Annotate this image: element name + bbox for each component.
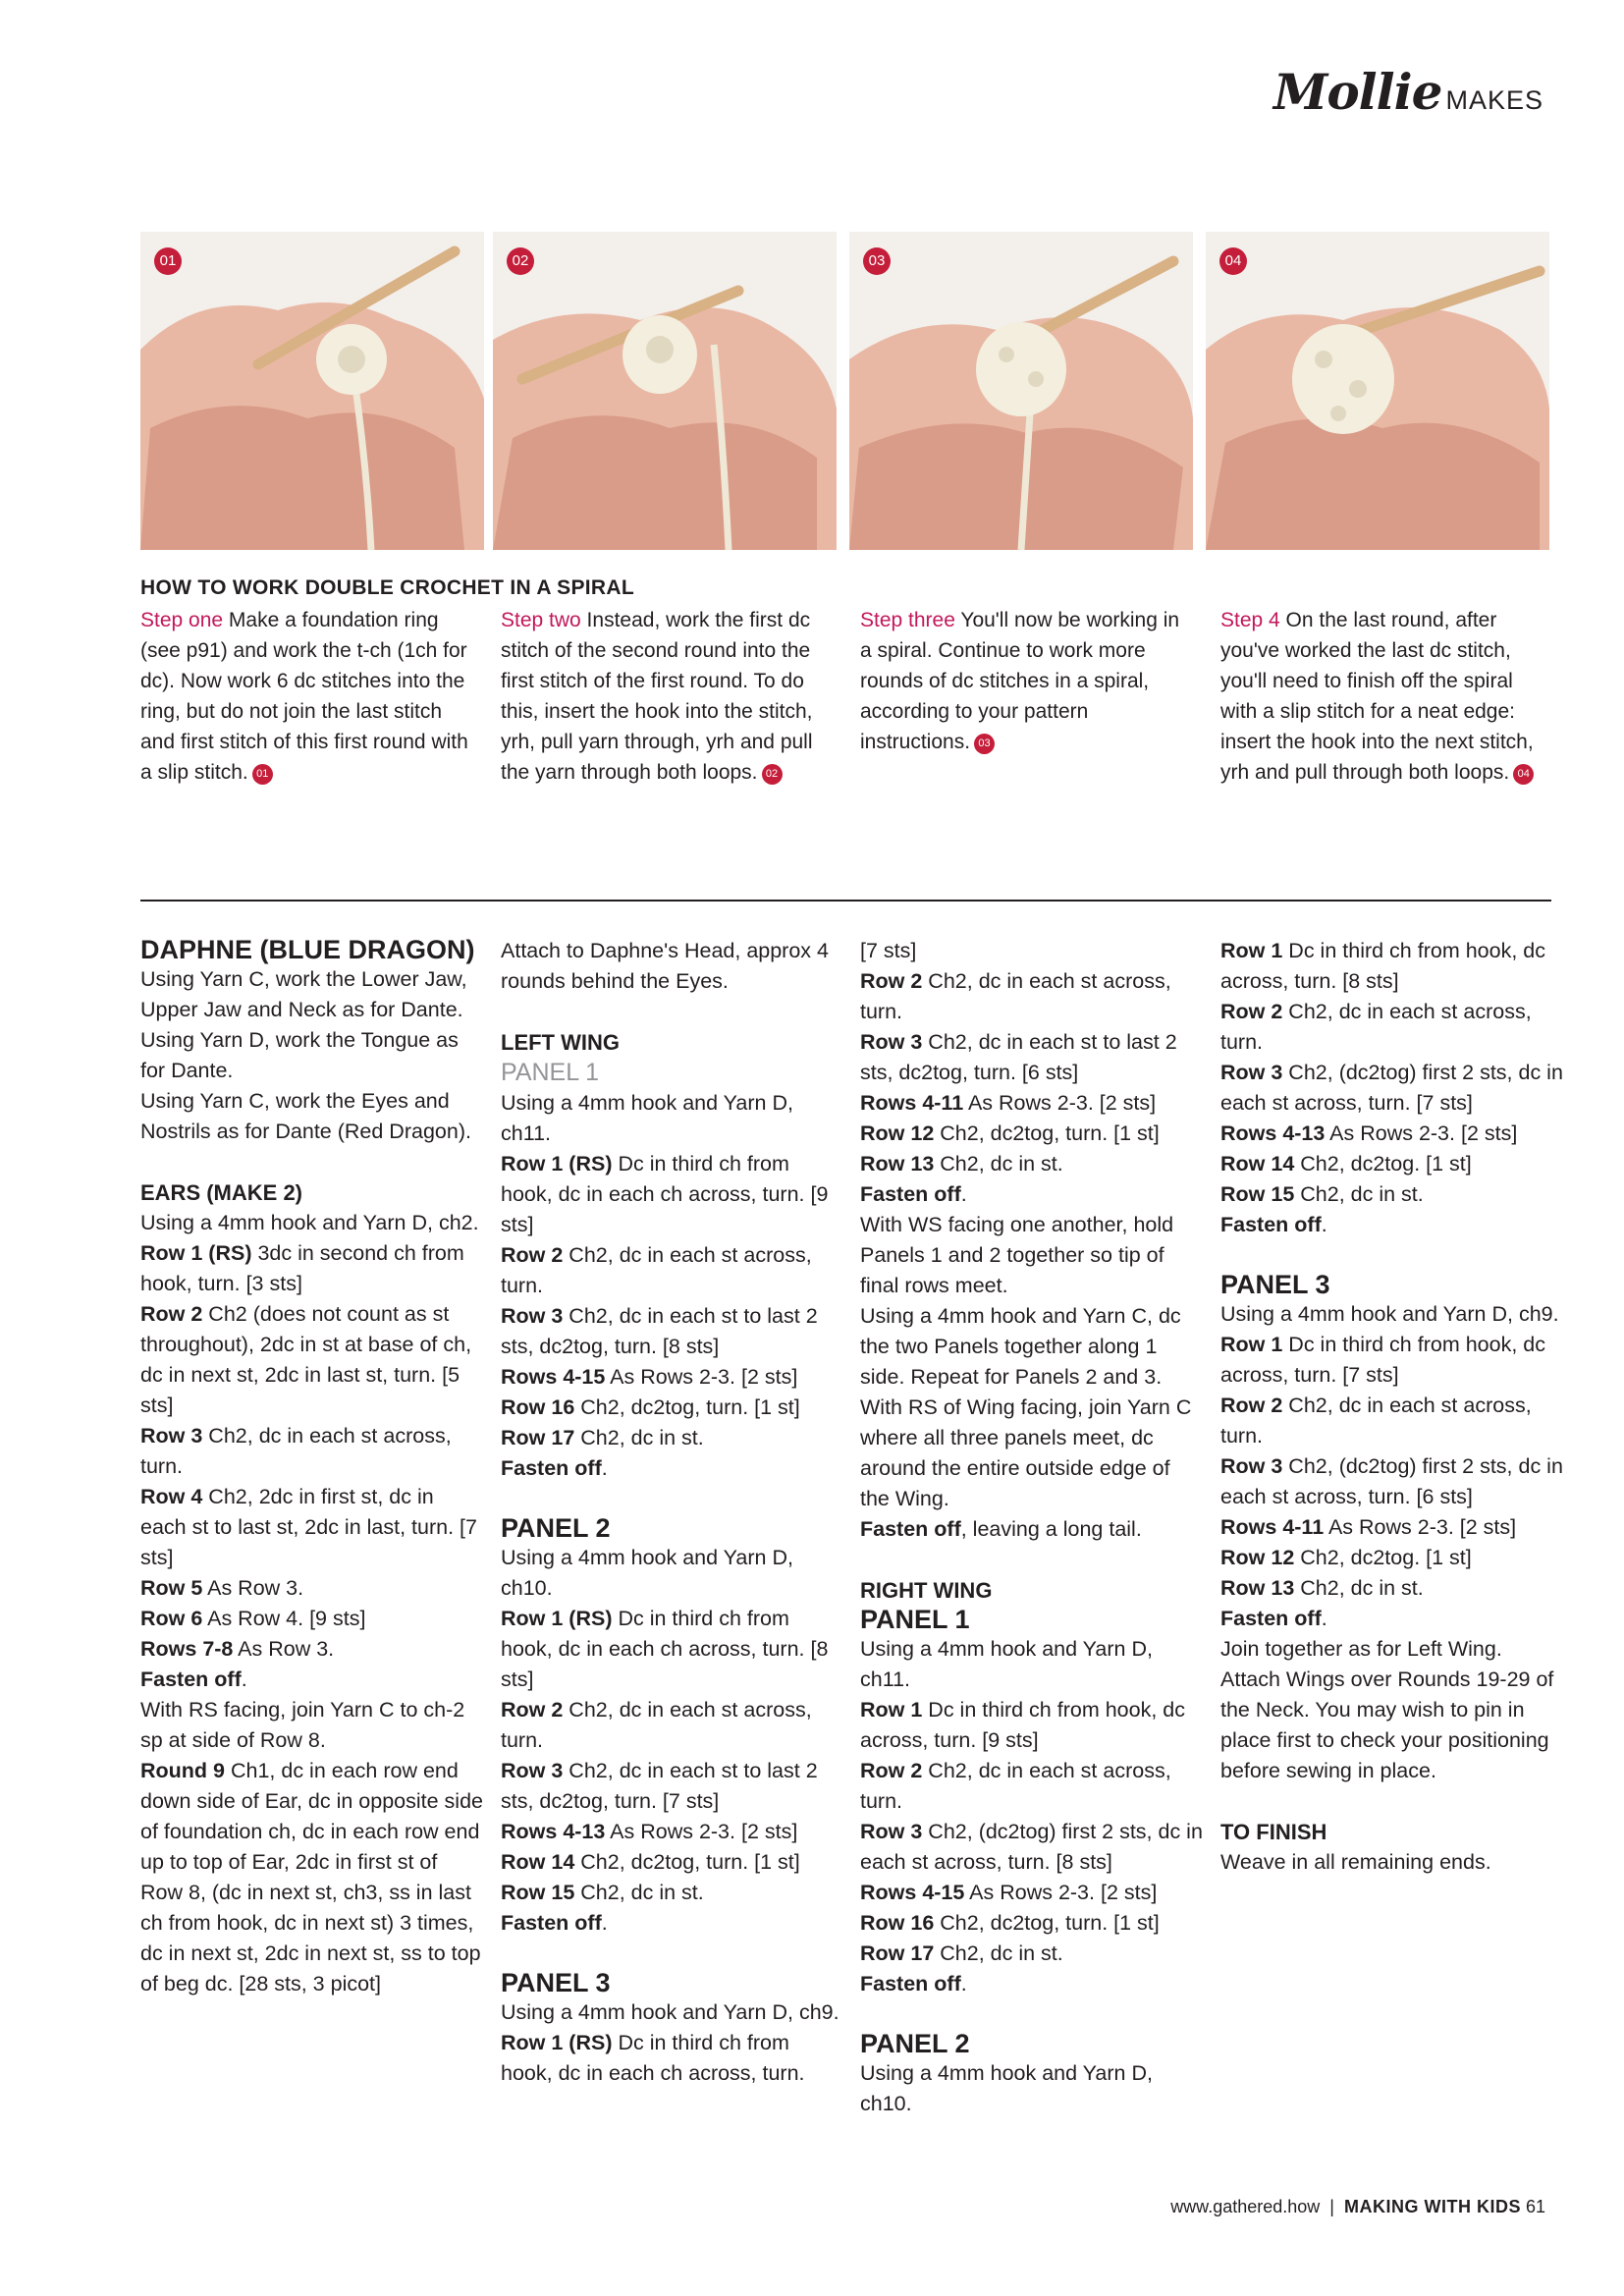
step-two [501, 605, 835, 788]
instruction-text: Using Yarn C, work the Eyes and Nostrils as for Dante (Red Dragon). [140, 1089, 471, 1143]
instruction-line [140, 1604, 484, 1634]
instruction-line [1220, 1604, 1564, 1634]
step-photo-3 [849, 232, 1193, 550]
instruction-line [501, 1817, 844, 1847]
row-label: Fasten off [860, 1517, 961, 1541]
instruction-line [501, 1756, 844, 1817]
photo-ref-badge: 01 [252, 764, 273, 785]
instruction-text: As Rows 2-3. [2 sts] [1324, 1515, 1517, 1539]
instruction-line [140, 1573, 484, 1604]
step-label: Step two [501, 609, 581, 631]
instruction-text: Using a 4mm hook and Yarn D, ch9. [1220, 1302, 1559, 1326]
instruction-line [140, 1634, 484, 1665]
instruction-text: Ch2, dc2tog, turn. [1 st] [934, 1911, 1160, 1935]
photo-badge: 04 [1219, 247, 1247, 275]
row-label: Row 1 [860, 1698, 923, 1722]
instruction-text: Ch2, dc2tog, turn. [1 st] [934, 1121, 1160, 1145]
instruction-line [501, 1362, 844, 1393]
row-label: Row 1 (RS) [501, 1607, 613, 1630]
row-label: Row 1 (RS) [501, 2031, 613, 2054]
instruction-line [501, 1088, 844, 1149]
instruction-line [860, 1301, 1204, 1393]
instruction-line [1220, 936, 1564, 997]
instruction-line [501, 1423, 844, 1453]
instruction-text: , leaving a long tail. [960, 1517, 1142, 1541]
instruction-text: Ch2, (dc2tog) first 2 sts, dc in each st across, turn. [7 sts] [1220, 1061, 1563, 1115]
instruction-text: Ch2, dc in st. [574, 1881, 704, 1904]
instruction-line [140, 1238, 484, 1299]
row-label: Row 12 [860, 1121, 935, 1145]
instruction-text: Ch1, dc in each row end down side of Ear, dc in opposite side of foundation ch, dc in each row end up to top of Ear, 2dc in first st of Row 8, (dc in next st, ch3, ss in last ch from hook, dc in next st) 3 times, dc in next st, 2dc in next st, ss to top of beg dc. [28 sts, 3 picot] [140, 1759, 483, 1995]
instruction-line [140, 1086, 484, 1147]
instruction-line [860, 1210, 1204, 1301]
step-photo-4 [1206, 232, 1549, 550]
instruction-line [140, 1695, 484, 1756]
instruction-text: Weave in all remaining ends. [1220, 1850, 1491, 1874]
instruction-line [860, 1817, 1204, 1878]
instruction-text: As Rows 2-3. [2 sts] [963, 1091, 1157, 1115]
instruction-line [1220, 1330, 1564, 1391]
instruction-line [501, 1149, 844, 1240]
instruction-line [1220, 997, 1564, 1058]
instruction-text: Ch2, dc2tog, turn. [1 st] [574, 1850, 800, 1874]
hand-crochet-illustration [493, 232, 837, 550]
instruction-text: Dc in third ch from hook, dc in each ch across, turn. [8 sts] [501, 1607, 829, 1691]
step-text: You'll now be working in a spiral. Continue to work more rounds of dc stitches in a spiral, according to your pattern instructions. [860, 609, 1180, 753]
section-heading: PANEL 2 [860, 2029, 970, 2058]
instruction-line [860, 1634, 1204, 1695]
instruction-text: As Rows 2-3. [2 sts] [964, 1881, 1158, 1904]
row-label: Row 3 [501, 1304, 564, 1328]
instruction-line [501, 1908, 844, 1939]
spacer [1220, 1240, 1564, 1271]
instruction-text: . [1321, 1607, 1327, 1630]
row-label: Row 3 [140, 1424, 203, 1448]
instruction-text: Using a 4mm hook and Yarn D, ch9. [501, 2000, 839, 2024]
instruction-text: [7 sts] [860, 939, 917, 962]
page-footer [1170, 2197, 1545, 2217]
pattern-column-4 [1220, 936, 1564, 1878]
instruction-line [501, 1695, 844, 1756]
instruction-text: Ch2, dc in st. [934, 1152, 1063, 1175]
instruction-text: Ch2 (does not count as st throughout), 2dc in st at base of ch, dc in next st, 2dc in last st, turn. [5 sts] [140, 1302, 472, 1417]
instruction-line [1220, 1847, 1564, 1878]
instruction-text: Using a 4mm hook and Yarn D, ch11. [501, 1091, 793, 1145]
instruction-line [1220, 1634, 1564, 1786]
instruction-text: Ch2, dc in st. [934, 1941, 1063, 1965]
row-label: Rows 4-15 [860, 1881, 965, 1904]
instruction-line [140, 1756, 484, 1999]
instruction-line [1220, 1543, 1564, 1573]
instruction-line [860, 936, 1204, 966]
row-label: Row 1 [1220, 1333, 1283, 1356]
instruction-line [1220, 1058, 1564, 1119]
instruction-text: Ch2, dc in each st across, turn. [860, 1759, 1171, 1813]
instruction-text: . [960, 1182, 967, 1206]
step-text: Make a foundation ring (see p91) and work the t-ch (1ch for dc). Now work 6 dc stitches into the ring, but do not join the last stitch and first stitch of this first round with a slip stitch. [140, 609, 468, 784]
instruction-text: Ch2, 2dc in first st, dc in each st to last st, 2dc in last, turn. [7 sts] [140, 1485, 477, 1569]
instruction-line [501, 1543, 844, 1604]
step-four [1220, 605, 1554, 788]
spacer [1220, 1786, 1564, 1817]
pattern-column-1 [140, 936, 484, 1999]
row-label: Rows 7-8 [140, 1637, 234, 1661]
row-label: Row 3 [1220, 1454, 1283, 1478]
row-label: Fasten off [501, 1911, 602, 1935]
instruction-line [1220, 1512, 1564, 1543]
row-label: Rows 4-13 [501, 1820, 606, 1843]
spacer [860, 1545, 1204, 1575]
instruction-line [140, 1482, 484, 1573]
instruction-line [1220, 1149, 1564, 1179]
row-label: Row 4 [140, 1485, 203, 1508]
instruction-line [1220, 1210, 1564, 1240]
instruction-line [501, 1997, 844, 2028]
instruction-text: Ch2, dc in each st across, turn. [1220, 1000, 1532, 1054]
row-label: Row 13 [860, 1152, 935, 1175]
section-heading: PANEL 1 [860, 1605, 970, 1634]
instruction-line [1220, 1573, 1564, 1604]
instruction-text: As Row 4. [9 sts] [202, 1607, 366, 1630]
step-label: Step 4 [1220, 609, 1280, 631]
instruction-line [501, 1878, 844, 1908]
instruction-text: . [241, 1667, 247, 1691]
row-label: Row 16 [860, 1911, 935, 1935]
instruction-text: As Rows 2-3. [2 sts] [605, 1820, 798, 1843]
instruction-line [860, 1088, 1204, 1119]
instruction-text: Ch2, dc in st. [1294, 1182, 1424, 1206]
instruction-line [1220, 1299, 1564, 1330]
instruction-line [1220, 1119, 1564, 1149]
instruction-line [860, 1027, 1204, 1088]
instruction-line [140, 1208, 484, 1238]
row-label: Fasten off [501, 1456, 602, 1480]
instruction-text: . [601, 1911, 608, 1935]
photo-badge: 01 [154, 247, 182, 275]
subsection-heading: EARS (MAKE 2) [140, 1180, 303, 1205]
spacer [501, 1484, 844, 1514]
instruction-line [140, 1665, 484, 1695]
instruction-text: Dc in third ch from hook, dc across, turn. [9 sts] [860, 1698, 1185, 1752]
instruction-line [501, 1453, 844, 1484]
instruction-text: . [960, 1972, 967, 1995]
row-label: Row 2 [501, 1243, 564, 1267]
hand-crochet-illustration [140, 232, 484, 550]
row-label: Rows 4-15 [501, 1365, 606, 1389]
step-photo-1 [140, 232, 484, 550]
mollie-makes-logo [1273, 63, 1543, 121]
row-label: Row 3 [501, 1759, 564, 1782]
hand-crochet-illustration [1206, 232, 1549, 550]
step-text: Instead, work the first dc stitch of the second round into the first stitch of the first round. To do this, insert the hook into the stitch, yrh, pull yarn through, yrh and pull the yarn through both loops. [501, 609, 813, 784]
instruction-line [501, 1240, 844, 1301]
row-label: Row 2 [860, 969, 923, 993]
row-label: Row 15 [501, 1881, 575, 1904]
row-label: Row 1 [1220, 939, 1283, 962]
pattern-column-3 [860, 936, 1204, 2119]
row-label: Row 1 (RS) [140, 1241, 252, 1265]
instruction-text: Using a 4mm hook and Yarn D, ch2. [140, 1211, 479, 1234]
row-label: Row 5 [140, 1576, 203, 1600]
instruction-text: Ch2, dc in each st to last 2 sts, dc2tog, turn. [7 sts] [501, 1759, 818, 1813]
instruction-text: Dc in third ch from hook, dc across, turn. [7 sts] [1220, 1333, 1545, 1387]
instruction-line [860, 1969, 1204, 1999]
instruction-text: Ch2, dc in each st across, turn. [860, 969, 1171, 1023]
row-label: Fasten off [860, 1972, 961, 1995]
spacer [501, 1939, 844, 1969]
step-three [860, 605, 1194, 757]
pattern-column-2 [501, 936, 844, 2089]
row-label: Row 17 [501, 1426, 575, 1449]
logo-makes: MAKES [1445, 85, 1543, 115]
instruction-line [860, 1878, 1204, 1908]
instruction-text: With RS of Wing facing, join Yarn C where all three panels meet, dc around the entire outside edge of the Wing. [860, 1395, 1192, 1510]
instruction-line [860, 1393, 1204, 1514]
instruction-text: Ch2, dc in each st to last 2 sts, dc2tog, turn. [8 sts] [501, 1304, 818, 1358]
section-heading: PANEL 3 [1220, 1270, 1330, 1299]
row-label: Row 3 [1220, 1061, 1283, 1084]
instruction-line [501, 1393, 844, 1423]
instruction-text: Ch2, dc in each st across, turn. [501, 1243, 812, 1297]
section-heading: PANEL 2 [501, 1513, 611, 1543]
row-label: Row 2 [501, 1698, 564, 1722]
photo-ref-badge: 03 [974, 734, 995, 754]
instruction-text: Using a 4mm hook and Yarn D, ch11. [860, 1637, 1153, 1691]
instruction-line [140, 1421, 484, 1482]
row-label: Row 3 [860, 1820, 923, 1843]
instruction-line [860, 1908, 1204, 1939]
instruction-text: Ch2, dc2tog. [1 st] [1294, 1152, 1472, 1175]
instruction-line [1220, 1179, 1564, 1210]
footer-separator: | [1329, 2197, 1334, 2216]
instruction-text: Join together as for Left Wing. Attach Wings over Rounds 19-29 of the Neck. You may wish to pin in place first to check your positioning before sewing in place. [1220, 1637, 1554, 1782]
photo-badge: 02 [507, 247, 534, 275]
instruction-text: With RS facing, join Yarn C to ch-2 sp at side of Row 8. [140, 1698, 465, 1752]
row-label: Fasten off [1220, 1607, 1322, 1630]
footer-url: www.gathered.how [1170, 2197, 1321, 2216]
photo-ref-badge: 02 [762, 764, 783, 785]
step-label: Step three [860, 609, 955, 631]
instruction-line [860, 1514, 1204, 1545]
step-one [140, 605, 474, 788]
instruction-text: Ch2, dc in st. [574, 1426, 704, 1449]
instruction-text: As Rows 2-3. [2 sts] [605, 1365, 798, 1389]
row-label: Row 3 [860, 1030, 923, 1054]
instruction-line [501, 1301, 844, 1362]
row-label: Row 17 [860, 1941, 935, 1965]
instruction-text: Using a 4mm hook and Yarn D, ch10. [860, 2061, 1153, 2115]
row-label: Row 13 [1220, 1576, 1295, 1600]
footer-magazine: MAKING WITH KIDS [1343, 2197, 1521, 2216]
step-photo-2 [493, 232, 837, 550]
row-label: Rows 4-11 [860, 1091, 964, 1115]
instruction-line [860, 1695, 1204, 1756]
subsection-heading: LEFT WING [501, 1030, 620, 1055]
row-label: Row 2 [860, 1759, 923, 1782]
instruction-line [501, 1847, 844, 1878]
spacer [860, 1999, 1204, 2030]
instruction-text: Using Yarn C, work the Lower Jaw, Upper Jaw and Neck as for Dante. [140, 967, 467, 1021]
hand-crochet-illustration [849, 232, 1193, 550]
row-label: Row 6 [140, 1607, 203, 1630]
subsection-heading: RIGHT WING [860, 1578, 993, 1603]
instruction-text: Ch2, dc2tog, turn. [1 st] [574, 1395, 800, 1419]
instruction-text: As Row 3. [202, 1576, 304, 1600]
instruction-text: Ch2, dc in each st to last 2 sts, dc2tog, turn. [6 sts] [860, 1030, 1177, 1084]
instruction-text: Dc in third ch from hook, dc in each ch across, turn. [9 sts] [501, 1152, 829, 1236]
howto-title: HOW TO WORK DOUBLE CROCHET IN A SPIRAL [140, 576, 634, 599]
instruction-line [860, 1179, 1204, 1210]
row-label: Row 2 [1220, 1394, 1283, 1417]
instruction-line [860, 2058, 1204, 2119]
row-label: Row 16 [501, 1395, 575, 1419]
instruction-line [501, 1604, 844, 1695]
instruction-text: As Rows 2-3. [2 sts] [1325, 1121, 1518, 1145]
row-label: Row 15 [1220, 1182, 1295, 1206]
row-label: Row 12 [1220, 1546, 1295, 1569]
instruction-text: Ch2, dc in each st across, turn. [140, 1424, 452, 1478]
spacer [501, 997, 844, 1027]
instruction-text: Ch2, (dc2tog) first 2 sts, dc in each st across, turn. [8 sts] [860, 1820, 1203, 1874]
instruction-text: Ch2, dc in each st across, turn. [1220, 1394, 1532, 1448]
instruction-line [860, 1149, 1204, 1179]
instruction-line [501, 936, 844, 997]
row-label: Row 2 [140, 1302, 203, 1326]
subsection-heading: TO FINISH [1220, 1820, 1327, 1844]
instruction-line [501, 2028, 844, 2089]
row-label: Fasten off [1220, 1213, 1322, 1236]
instruction-text: With WS facing one another, hold Panels 1 and 2 together so tip of final rows meet. [860, 1213, 1174, 1297]
instruction-line [140, 1299, 484, 1421]
instruction-line [140, 964, 484, 1025]
photo-badge: 03 [863, 247, 891, 275]
row-label: Fasten off [140, 1667, 242, 1691]
instruction-line [860, 1119, 1204, 1149]
row-label: Rows 4-13 [1220, 1121, 1326, 1145]
instruction-text: . [1321, 1213, 1327, 1236]
row-label: Row 2 [1220, 1000, 1283, 1023]
instruction-line [860, 966, 1204, 1027]
logo-script: Mollie [1272, 63, 1442, 121]
instruction-line [140, 1025, 484, 1086]
page-number: 61 [1525, 2197, 1545, 2216]
section-heading: DAPHNE (BLUE DRAGON) [140, 935, 475, 964]
row-label: Round 9 [140, 1759, 225, 1782]
spacer [140, 1147, 484, 1177]
row-label: Fasten off [860, 1182, 961, 1206]
instruction-text: Ch2, (dc2tog) first 2 sts, dc in each st across, turn. [6 sts] [1220, 1454, 1563, 1508]
instruction-text: Dc in third ch from hook, dc across, turn. [8 sts] [1220, 939, 1545, 993]
instruction-text: As Row 3. [233, 1637, 335, 1661]
row-label: Row 14 [1220, 1152, 1295, 1175]
panel-subheading: PANEL 1 [501, 1059, 600, 1086]
row-label: Rows 4-11 [1220, 1515, 1325, 1539]
instruction-text: 3dc in second ch from hook, turn. [3 sts] [140, 1241, 464, 1295]
instruction-text: . [601, 1456, 608, 1480]
step-label: Step one [140, 609, 224, 631]
instruction-line [860, 1756, 1204, 1817]
instruction-line [860, 1939, 1204, 1969]
instruction-text: Ch2, dc in st. [1294, 1576, 1424, 1600]
step-text: On the last round, after you've worked the last dc stitch, you'll need to finish off the spiral with a slip stitch for a neat edge: insert the hook into the next stitch, yrh and pull through both loops. [1220, 609, 1534, 784]
instruction-text: Using a 4mm hook and Yarn C, dc the two Panels together along 1 side. Repeat for Panels 2 and 3. [860, 1304, 1181, 1389]
instruction-text: Dc in third ch from hook, dc in each ch across, turn. [501, 2031, 805, 2085]
instruction-text: Using a 4mm hook and Yarn D, ch10. [501, 1546, 793, 1600]
instruction-text: Ch2, dc2tog. [1 st] [1294, 1546, 1472, 1569]
instruction-text: Ch2, dc in each st across, turn. [501, 1698, 812, 1752]
section-heading: PANEL 3 [501, 1968, 611, 1997]
instruction-line [1220, 1451, 1564, 1512]
photo-ref-badge: 04 [1513, 764, 1534, 785]
row-label: Row 1 (RS) [501, 1152, 613, 1175]
section-divider [140, 900, 1551, 902]
instruction-line [1220, 1391, 1564, 1451]
instruction-text: Attach to Daphne's Head, approx 4 rounds behind the Eyes. [501, 939, 829, 993]
instruction-text: Using Yarn D, work the Tongue as for Dante. [140, 1028, 459, 1082]
row-label: Row 14 [501, 1850, 575, 1874]
